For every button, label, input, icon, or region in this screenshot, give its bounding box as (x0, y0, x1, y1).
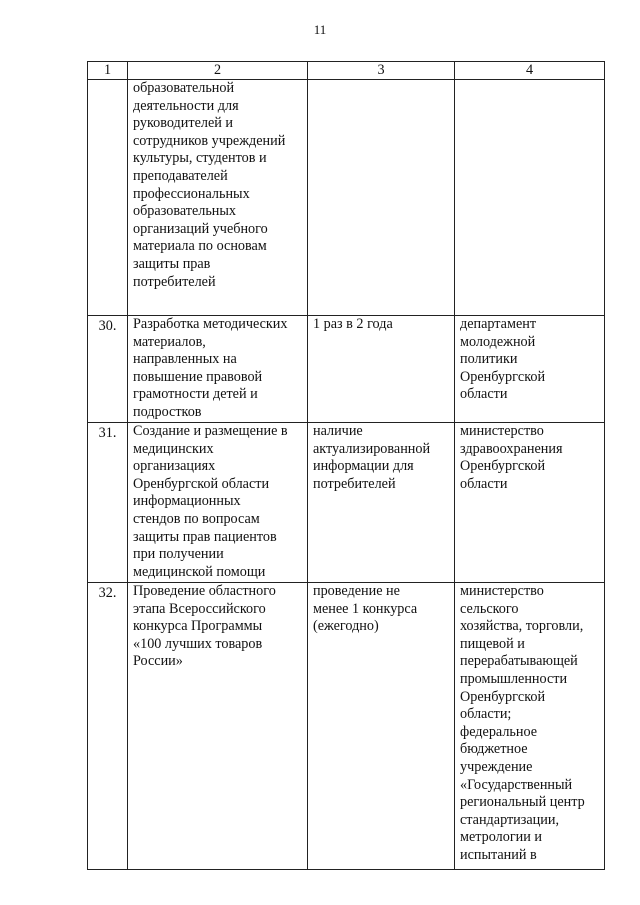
table-row (88, 316, 605, 423)
row-number: 30. (88, 316, 128, 423)
term-cell: наличие актуализированной информации для потребителей (308, 423, 455, 583)
table-row (88, 583, 605, 870)
row-number: 32. (88, 583, 128, 870)
activity-cell: Создание и размещение в медицинских организациях Оренбургской области информационных стендов по вопросам защиты прав пациентов при получении медицинской помощи (128, 423, 308, 583)
column-header: 3 (308, 62, 455, 80)
activity-cell: Проведение областного этапа Всероссийского конкурса Программы «100 лучших товаров России» (128, 583, 308, 870)
row-number: 31. (88, 423, 128, 583)
term-cell: проведение не менее 1 конкурса (ежегодно) (308, 583, 455, 870)
term-cell (308, 80, 455, 316)
column-header: 1 (88, 62, 128, 80)
table-header-row (88, 62, 605, 80)
executor-cell: министерство здравоохранения Оренбургской области (455, 423, 605, 583)
activity-cell: Разработка методических материалов, направленных на повышение правовой грамотности детей и подростков (128, 316, 308, 423)
page-number: 11 (313, 22, 327, 37)
column-header: 2 (128, 62, 308, 80)
table-row (88, 80, 605, 316)
executor-cell: министерство сельского хозяйства, торговли, пищевой и перерабатывающей промышленности Оренбургской области; федеральное бюджетное учреждение «Государственный региональный центр стандартизации, метрологии и испытаний в (455, 583, 605, 870)
executor-cell: департамент молодежной политики Оренбургской области (455, 316, 605, 423)
row-number (88, 80, 128, 316)
executor-cell (455, 80, 605, 316)
measures-table (87, 61, 605, 870)
column-header: 4 (455, 62, 605, 80)
activity-cell: образовательной деятельности для руководителей и сотрудников учреждений культуры, студентов и преподавателей профессиональных образовательных организаций учебного материала по основам защиты прав потребителей (128, 80, 308, 316)
table-row (88, 423, 605, 583)
term-cell: 1 раз в 2 года (308, 316, 455, 423)
